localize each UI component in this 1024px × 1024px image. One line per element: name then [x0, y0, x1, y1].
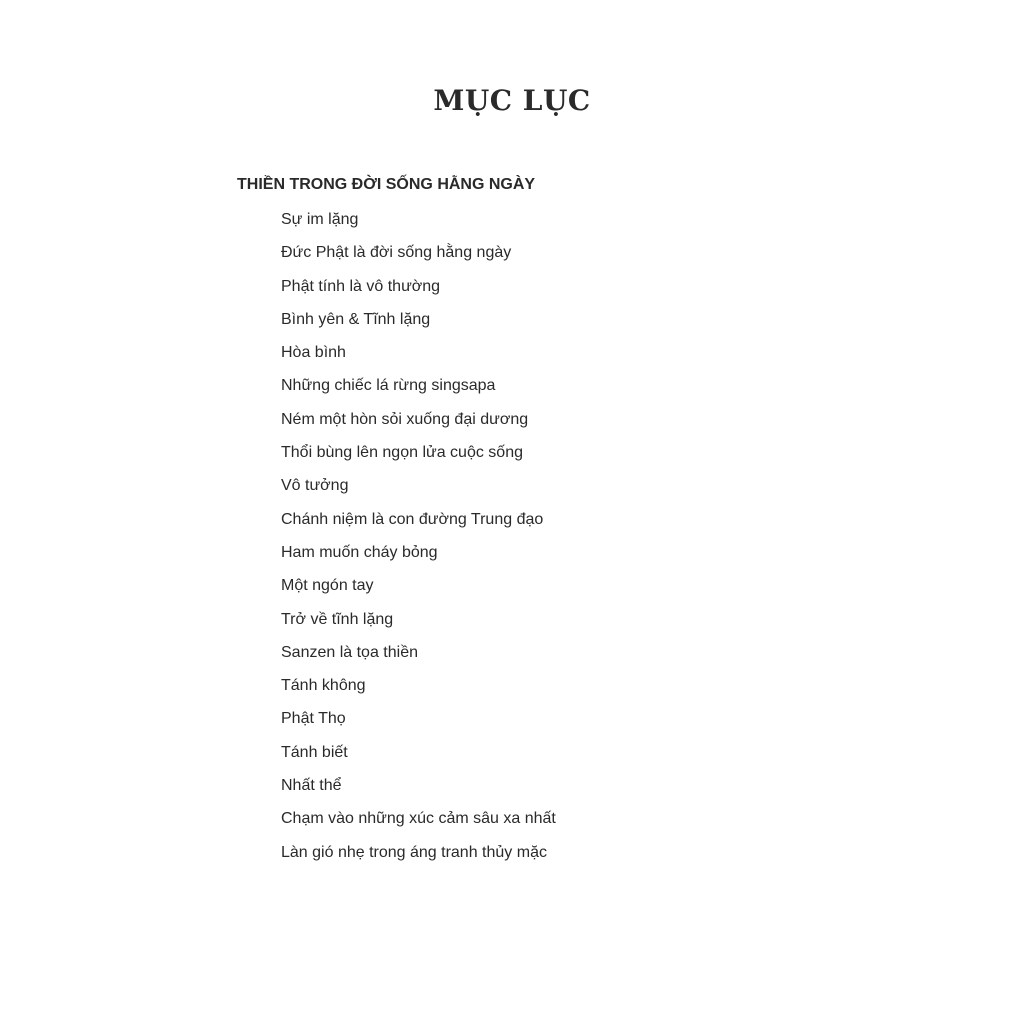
- page-title: MỤC LỤC: [433, 84, 591, 117]
- toc-item: Ham muốn cháy bỏng: [281, 543, 438, 561]
- toc-item: Những chiếc lá rừng singsapa: [281, 377, 496, 395]
- toc-list: [281, 209, 556, 875]
- toc-item: Đức Phật là đời sống hằng ngày: [281, 244, 512, 262]
- toc-item: Thổi bùng lên ngọn lửa cuộc sống: [281, 444, 523, 462]
- section-heading: THIỀN TRONG ĐỜI SỐNG HẰNG NGÀY: [237, 176, 536, 193]
- toc-item: Chánh niệm là con đường Trung đạo: [281, 510, 544, 528]
- toc-item: Vô tưởng: [281, 477, 349, 495]
- toc-item: Phật tính là vô thường: [281, 277, 441, 295]
- toc-item: Sự im lặng: [281, 211, 359, 228]
- toc-item: Chạm vào những xúc cảm sâu xa nhất: [281, 810, 556, 828]
- toc-item: Hòa bình: [281, 344, 346, 362]
- toc-item: Tánh không: [281, 677, 366, 695]
- toc-item: Sanzen là tọa thiền: [281, 643, 418, 661]
- toc-item: Trở về tĩnh lặng: [281, 610, 394, 628]
- toc-item: Phật Thọ: [281, 710, 346, 728]
- toc-item: Tánh biết: [281, 743, 348, 761]
- toc-item: Nhất thể: [281, 777, 342, 795]
- toc-item: Làn gió nhẹ trong áng tranh thủy mặc: [281, 843, 547, 861]
- toc-item: Bình yên & Tĩnh lặng: [281, 310, 431, 328]
- toc-item: Một ngón tay: [281, 577, 374, 595]
- toc-item: Ném một hòn sỏi xuống đại dương: [281, 410, 529, 428]
